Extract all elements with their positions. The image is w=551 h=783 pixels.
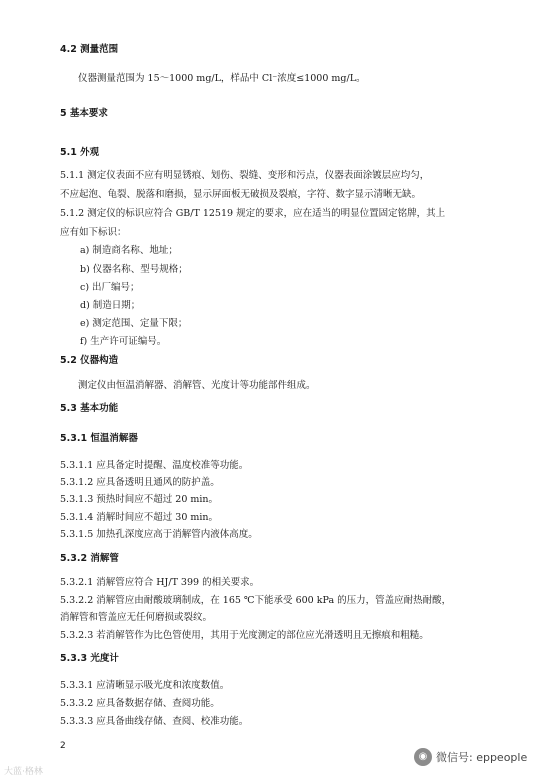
watermark-left: 大蓝·格林 [4, 767, 43, 777]
body-text-line: 5.3.2.1 消解管应符合 HJ/T 399 的相关要求。 [60, 577, 260, 588]
body-text-line: 5.3.3.3 应具备曲线存储、查阅、校准功能。 [60, 716, 249, 727]
body-text-line: 5.3.1.4 消解时间应不超过 30 min。 [60, 512, 219, 523]
watermark-right [414, 748, 527, 766]
body-text-line: 仪器测量范围为 15～1000 mg/L，样品中 Cl⁻浓度≤1000 mg/L。 [78, 73, 366, 84]
page-number: 2 [60, 741, 66, 751]
body-text-line: d) 制造日期； [80, 300, 141, 311]
section-heading: 5.3.3 光度计 [60, 653, 119, 664]
body-text-line: a) 制造商名称、地址； [80, 245, 178, 256]
body-text-line: 不应起泡、龟裂、脱落和磨损，显示屏面板无破损及裂痕，字符、数字显示清晰无缺。 [60, 189, 422, 200]
body-text-line: 5.3.2.3 若消解管作为比色管使用，其用于光度测定的部位应光滑透明且无擦痕和粗糙。 [60, 630, 429, 641]
section-heading: 4.2 测量范围 [60, 44, 119, 55]
section-heading: 5.2 仪器构造 [60, 355, 119, 366]
body-text-line: 5.3.1.5 加热孔深度应高于消解管内液体高度。 [60, 529, 258, 540]
body-text-line: 5.3.3.1 应清晰显示吸光度和浓度数值。 [60, 680, 230, 691]
body-text-line: 5.3.1.2 应具备透明且通风的防护盖。 [60, 477, 220, 488]
section-heading: 5.3.1 恒温消解器 [60, 433, 138, 444]
section-heading: 5.3 基本功能 [60, 403, 119, 414]
body-text-line: e) 测定范围、定量下限； [80, 318, 188, 329]
body-text-line: 5.1.2 测定仪的标识应符合 GB/T 12519 规定的要求，应在适当的明显位置固定铭牌，其上 [60, 208, 446, 219]
body-text-line: 5.1.1 测定仪表面不应有明显锈痕、划伤、裂缝、变形和污点，仪器表面涂镀层应均匀， [60, 170, 430, 181]
section-heading: 5.1 外观 [60, 147, 100, 158]
section-heading: 5 基本要求 [60, 108, 108, 119]
body-text-line: 5.3.1.3 预热时间应不超过 20 min。 [60, 494, 219, 505]
body-text-line: 应有如下标识： [60, 227, 127, 238]
body-text-line: c) 出厂编号； [80, 282, 140, 293]
body-text-line: b) 仪器名称、型号规格； [80, 264, 188, 275]
body-text-line: f) 生产许可证编号。 [80, 336, 167, 347]
watermark-text: 微信号: eppeople [436, 751, 528, 764]
section-heading: 5.3.2 消解管 [60, 553, 119, 564]
wechat-icon: ◉ [414, 748, 432, 766]
body-text-line: 测定仪由恒温消解器、消解管、光度计等功能部件组成。 [78, 380, 316, 391]
body-text-line: 5.3.1.1 应具备定时提醒、温度校准等功能。 [60, 460, 249, 471]
body-text-line: 5.3.3.2 应具备数据存储、查阅功能。 [60, 698, 220, 709]
body-text-line: 消解管和管盖应无任何磨损或裂纹。 [60, 612, 213, 623]
body-text-line: 5.3.2.2 消解管应由耐酸玻璃制成，在 165 ℃下能承受 600 kPa 的压力，管盖应耐热耐酸， [60, 595, 452, 606]
